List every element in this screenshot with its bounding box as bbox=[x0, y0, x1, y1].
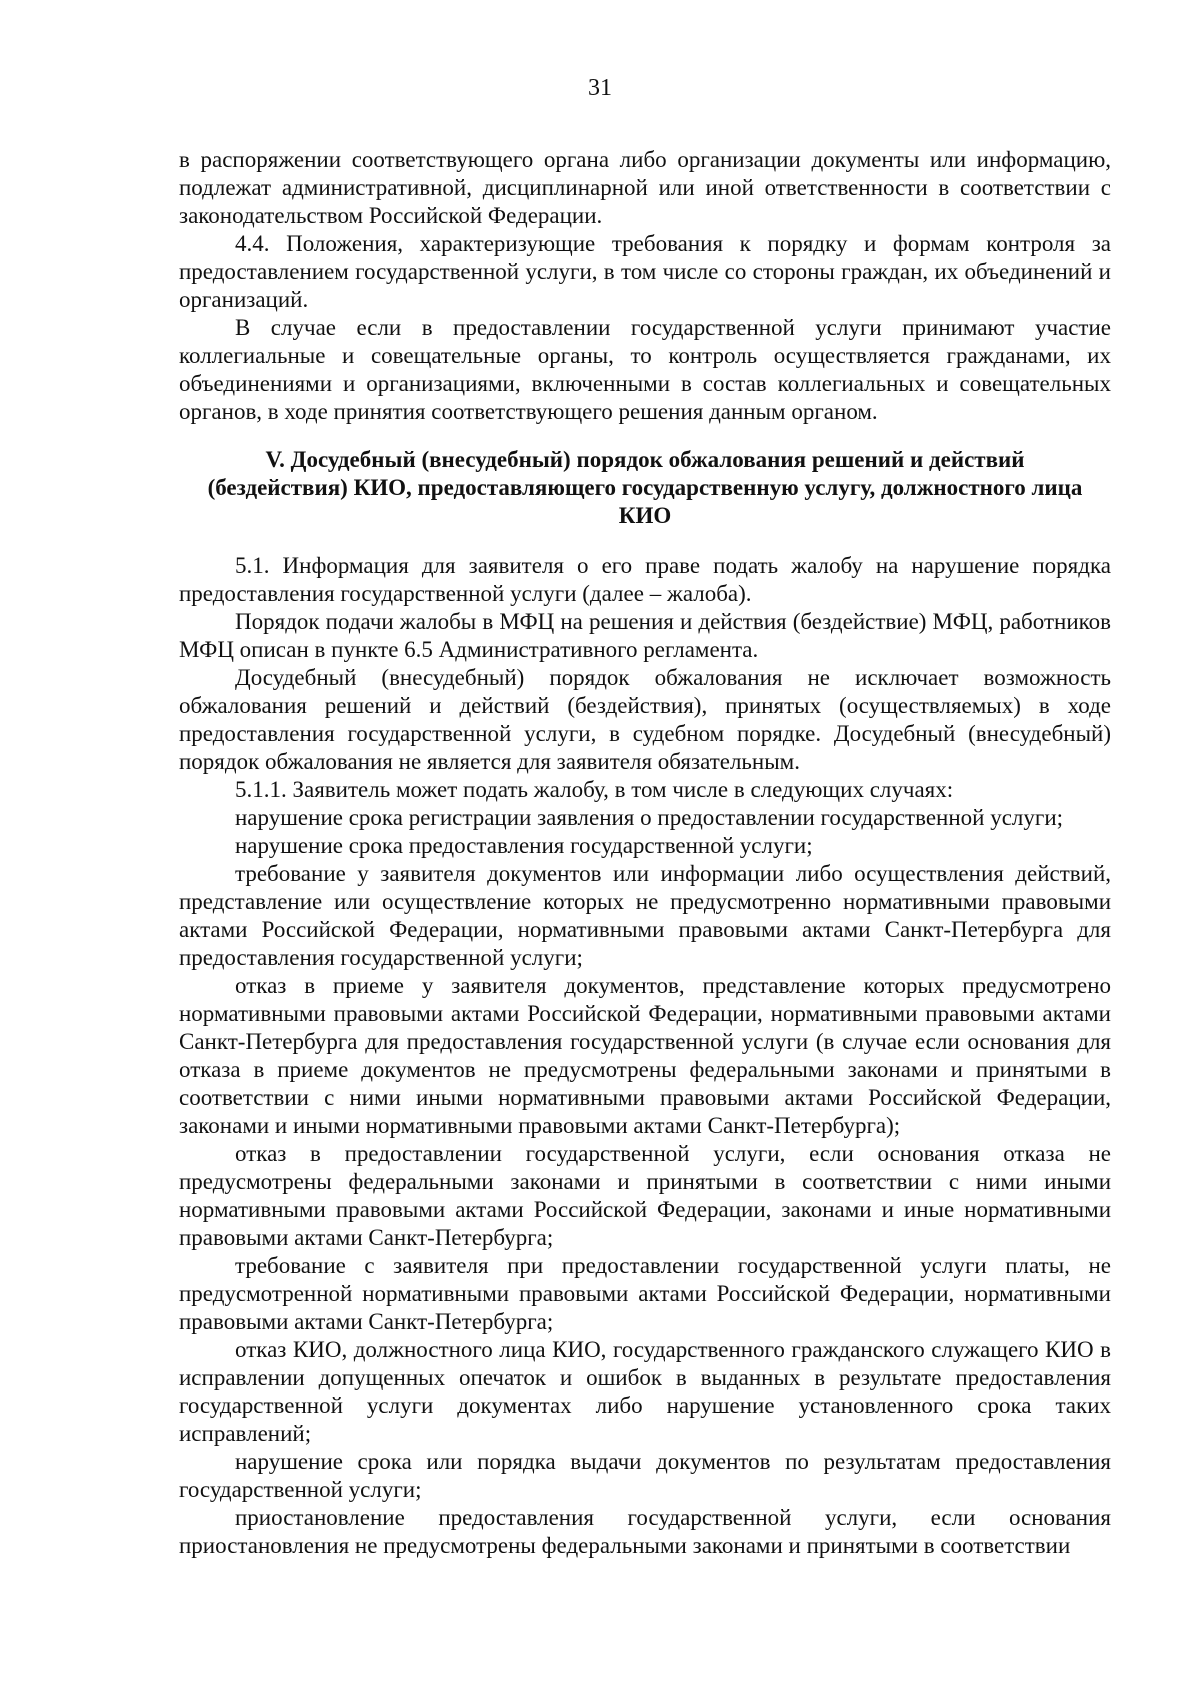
paragraph-5-1-1: 5.1.1. Заявитель может подать жалобу, в том числе в следующих случаях: bbox=[235, 777, 954, 802]
document-body bbox=[179, 146, 1111, 1560]
list-item-document-requirement: требование у заявителя документов или информации либо осуществления действий, представление или осуществление которых не предусмотренно нормативными правовыми актами Российской Федерации, нормативными правовыми актами Санкт-Петербурга для предоставления государственной услуги; bbox=[179, 861, 1111, 970]
paragraph-4-4: 4.4. Положения, характеризующие требования к порядку и формам контроля за предоставлением государственной услуги, в том числе со стороны граждан, их объединений и организаций. bbox=[179, 231, 1111, 312]
list-item-fee-requirement: требование с заявителя при предоставлении государственной услуги платы, не предусмотренной нормативными правовыми актами Российской Федерации, нормативными правовыми актами Санкт-Петербурга; bbox=[179, 1253, 1111, 1334]
list-item-document-refusal: отказ в приеме у заявителя документов, представление которых предусмотрено нормативными правовыми актами Российской Федерации, нормативными правовыми актами Санкт-Петербурга для предоставления государственной услуги (в случае если основания для отказа в приеме документов не предусмотрены федеральными законами и принятыми в соответствии с ними иными нормативными правовыми актами Российской Федерации, законами и иными нормативными правовыми актами Санкт-Петербурга); bbox=[179, 973, 1111, 1138]
page-number: 31 bbox=[588, 75, 612, 101]
paragraph-continuation: в распоряжении соответствующего органа либо организации документы или информацию, подлежат административной, дисциплинарной или иной ответственности в соответствии с законодательством Российской Федерации. bbox=[179, 147, 1111, 228]
section-heading: V. Досудебный (внесудебный) порядок обжалования решений и действий (бездействия) КИО, предоставляющего государственную услугу, должностного лица КИО bbox=[207, 447, 1083, 528]
list-item-correction-refusal: отказ КИО, должностного лица КИО, государственного гражданского служащего КИО в исправлении допущенных опечаток и ошибок в выданных в результате предоставления государственной услуги документах либо нарушение установленного срока таких исправлений; bbox=[179, 1337, 1111, 1446]
list-item-suspension: приостановление предоставления государственной услуги, если основания приостановления не предусмотрены федеральными законами и принятыми в соответствии bbox=[179, 1505, 1111, 1558]
list-item-service-refusal: отказ в предоставлении государственной услуги, если основания отказа не предусмотрены федеральными законами и принятыми в соответствии с ними иными нормативными правовыми актами Российской Федерации, законами и иные нормативными правовыми актами Санкт-Петербурга; bbox=[179, 1141, 1111, 1250]
list-item-registration-violation: нарушение срока регистрации заявления о предоставлении государственной услуги; bbox=[235, 805, 1064, 830]
paragraph-5-1: 5.1. Информация для заявителя о его праве подать жалобу на нарушение порядка предоставления государственной услуги (далее – жалоба). bbox=[179, 553, 1111, 606]
list-item-issuance-violation: нарушение срока или порядка выдачи документов по результатам предоставления государственной услуги; bbox=[179, 1449, 1111, 1502]
paragraph-collegial-bodies: В случае если в предоставлении государственной услуги принимают участие коллегиальные и совещательные органы, то контроль осуществляется гражданами, их объединениями и организациями, включенными в состав коллегиальных и совещательных органов, в ходе принятия соответствующего решения данным органом. bbox=[179, 315, 1111, 424]
paragraph-mfc-complaint: Порядок подачи жалобы в МФЦ на решения и действия (бездействие) МФЦ, работников МФЦ описан в пункте 6.5 Административного регламента. bbox=[179, 609, 1111, 662]
paragraph-pretrial-order: Досудебный (внесудебный) порядок обжалования не исключает возможность обжалования решений и действий (бездействия), принятых (осуществляемых) в ходе предоставления государственной услуги, в судебном порядке. Досудебный (внесудебный) порядок обжалования не является для заявителя обязательным. bbox=[179, 665, 1111, 774]
list-item-service-term-violation: нарушение срока предоставления государственной услуги; bbox=[235, 833, 813, 858]
